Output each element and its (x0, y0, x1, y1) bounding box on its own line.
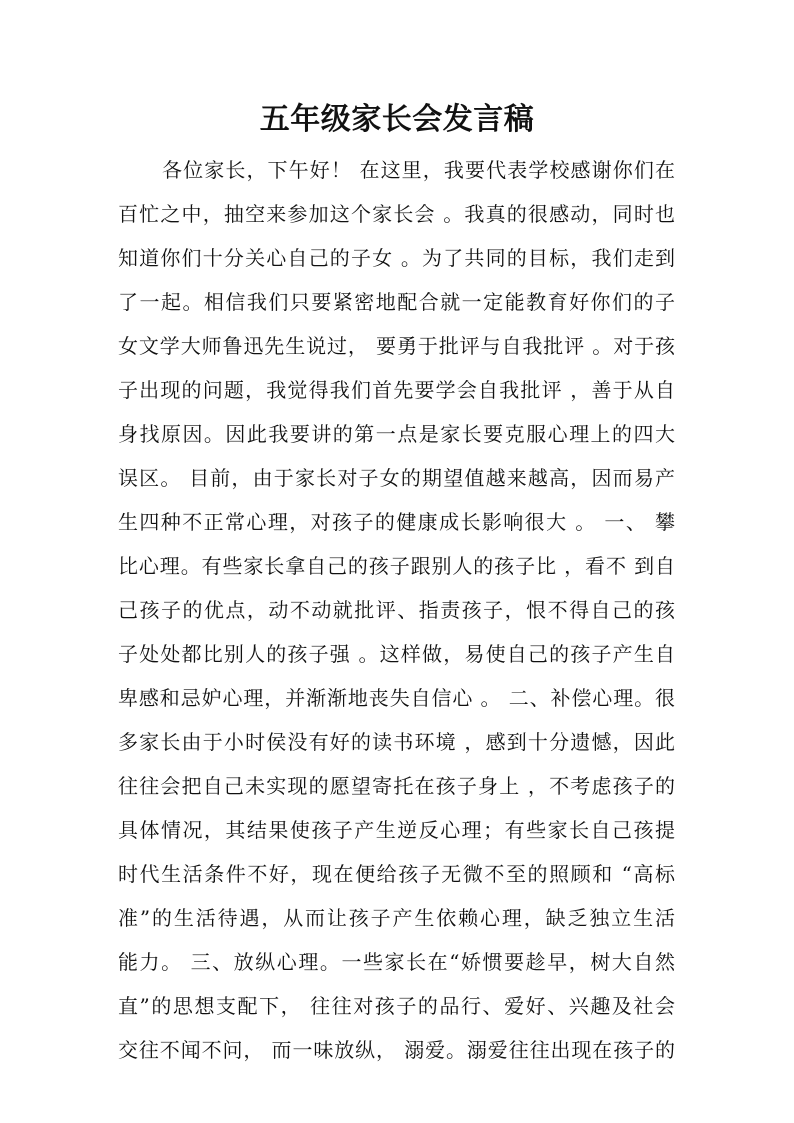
paragraph-line: 子出现的问题，我觉得我们首先要学会自我批评 ，善于从自 (118, 378, 675, 402)
paragraph-line: 了一起。相信我们只要紧密地配合就一定能教育好你们的子 (118, 290, 675, 314)
paragraph-line: 能力。 三、放纵心理。一些家长在“娇惯要趁早，树大自然 (118, 950, 675, 974)
paragraph-line: 往往会把自己未实现的愿望寄托在孩子身上 ，不考虑孩子的 (118, 774, 675, 798)
paragraph-line: 多家长由于小时侯没有好的读书环境 ，感到十分遗憾，因此 (118, 730, 675, 754)
paragraph-line: 卑感和忌妒心理，并渐渐地丧失自信心 。 二、补偿心理。很 (118, 686, 675, 710)
paragraph-line: 子处处都比别人的孩子强 。这样做，易使自己的孩子产生自 (118, 642, 675, 666)
paragraph-line: 生四种不正常心理，对孩子的健康成长影响很大 。 一、 攀 (118, 510, 675, 534)
paragraph-line: 准”的生活待遇，从而让孩子产生依赖心理，缺乏独立生活 (118, 906, 675, 930)
paragraph-line: 具体情况，其结果使孩子产生逆反心理；有些家长自己孩提 (118, 818, 675, 842)
paragraph-line: 误区。 目前，由于家长对子女的期望值越来越高，因而易产 (118, 466, 675, 490)
paragraph-line: 身找原因。因此我要讲的第一点是家长要克服心理上的四大 (118, 422, 675, 446)
document-title: 五年级家长会发言稿 (259, 102, 535, 137)
paragraph-line: 交往不闻不问， 而一味放纵， 溺爱。溺爱往往出现在孩子的 (118, 1038, 675, 1062)
paragraph-line: 己孩子的优点，动不动就批评、指责孩子，恨不得自己的孩 (118, 598, 675, 622)
paragraph-line: 时代生活条件不好，现在便给孩子无微不至的照顾和 “高标 (118, 862, 675, 886)
paragraph-line: 女文学大师鲁迅先生说过， 要勇于批评与自我批评 。对于孩 (118, 334, 675, 358)
paragraph-line: 知道你们十分关心自己的子女 。为了共同的目标，我们走到 (118, 246, 675, 270)
paragraph-line: 各位家长，下午好！ 在这里，我要代表学校感谢你们在 (162, 158, 675, 182)
paragraph-line: 比心理。有些家长拿自己的孩子跟别人的孩子比 ，看不 到自 (118, 554, 675, 578)
paragraph-line: 直”的思想支配下， 往往对孩子的品行、爱好、兴趣及社会 (118, 994, 675, 1018)
paragraph-line: 百忙之中，抽空来参加这个家长会 。我真的很感动，同时也 (118, 202, 675, 226)
